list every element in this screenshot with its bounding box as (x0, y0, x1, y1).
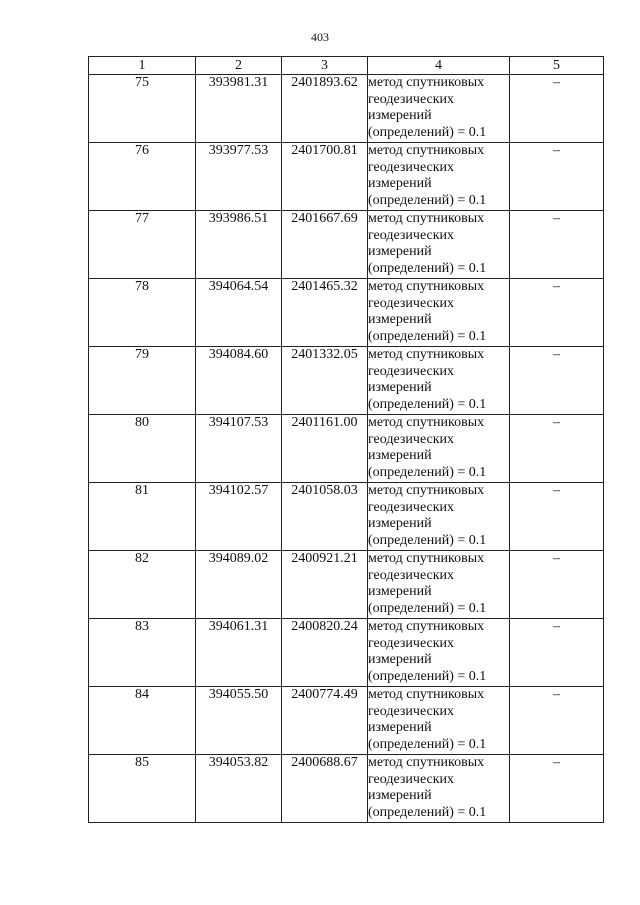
note-cell: – (510, 755, 604, 823)
method-line: измерений (368, 584, 432, 599)
method-line: измерений (368, 176, 432, 191)
method-line: геодезических (368, 91, 455, 107)
point-number-cell: 76 (89, 143, 196, 211)
page-number: 403 (311, 30, 329, 44)
method-cell (368, 143, 510, 211)
method-line: метод спутниковых (368, 619, 485, 634)
coord-x-cell: 394061.31 (196, 619, 282, 687)
coord-x-cell: 394102.57 (196, 483, 282, 551)
method-line: геодезических (368, 295, 455, 311)
coord-x-cell: 394055.50 (196, 687, 282, 755)
method-line: измерений (368, 516, 432, 531)
note-cell: – (510, 415, 604, 483)
method-line: метод спутниковых (368, 415, 485, 430)
method-line: (определений) = 0.1 (368, 464, 487, 480)
header-cell-1: 1 (89, 57, 196, 75)
header-row (89, 57, 604, 75)
method-line: (определений) = 0.1 (368, 600, 487, 616)
point-number-cell: 75 (89, 75, 196, 143)
point-number-cell: 84 (89, 687, 196, 755)
method-line: (определений) = 0.1 (368, 668, 487, 684)
table-row (89, 551, 604, 619)
method-line: метод спутниковых (368, 211, 485, 226)
coord-y-cell: 2400688.67 (282, 755, 368, 823)
note-cell: – (510, 483, 604, 551)
method-cell (368, 755, 510, 823)
note-cell: – (510, 143, 604, 211)
method-line: метод спутниковых (368, 143, 485, 158)
table-row (89, 687, 604, 755)
method-line: измерений (368, 720, 432, 735)
method-line: измерений (368, 380, 432, 395)
method-cell (368, 75, 510, 143)
table-row (89, 483, 604, 551)
note-cell: – (510, 211, 604, 279)
method-line: (определений) = 0.1 (368, 736, 487, 752)
method-line: (определений) = 0.1 (368, 328, 487, 344)
method-cell (368, 483, 510, 551)
method-cell (368, 415, 510, 483)
method-line: измерений (368, 448, 432, 463)
coord-y-cell: 2401667.69 (282, 211, 368, 279)
point-number-cell: 79 (89, 347, 196, 415)
coord-y-cell: 2401700.81 (282, 143, 368, 211)
coord-y-cell: 2400921.21 (282, 551, 368, 619)
point-number-cell: 80 (89, 415, 196, 483)
coord-x-cell: 394089.02 (196, 551, 282, 619)
coordinates-table (88, 56, 604, 823)
coord-x-cell: 393981.31 (196, 75, 282, 143)
method-cell (368, 619, 510, 687)
method-line: метод спутниковых (368, 687, 485, 702)
method-line: геодезических (368, 363, 455, 379)
table-body (89, 75, 604, 823)
method-line: (определений) = 0.1 (368, 804, 487, 820)
coord-x-cell: 394084.60 (196, 347, 282, 415)
header-cell-2: 2 (196, 57, 282, 75)
coord-x-cell: 394107.53 (196, 415, 282, 483)
coord-x-cell: 394053.82 (196, 755, 282, 823)
point-number-cell: 81 (89, 483, 196, 551)
coord-y-cell: 2401893.62 (282, 75, 368, 143)
table-row (89, 279, 604, 347)
table-row (89, 755, 604, 823)
method-line: метод спутниковых (368, 279, 485, 294)
method-line: геодезических (368, 431, 455, 447)
method-line: (определений) = 0.1 (368, 396, 487, 412)
table-row (89, 211, 604, 279)
coord-y-cell: 2400820.24 (282, 619, 368, 687)
method-line: (определений) = 0.1 (368, 124, 487, 140)
method-cell (368, 687, 510, 755)
table-row (89, 347, 604, 415)
method-cell (368, 211, 510, 279)
header-cell-3: 3 (282, 57, 368, 75)
point-number-cell: 82 (89, 551, 196, 619)
table-row (89, 75, 604, 143)
point-number-cell: 83 (89, 619, 196, 687)
header-cell-5: 5 (510, 57, 604, 75)
method-line: геодезических (368, 567, 455, 583)
method-line: метод спутниковых (368, 75, 485, 90)
method-line: геодезических (368, 499, 455, 515)
coord-y-cell: 2401332.05 (282, 347, 368, 415)
method-line: измерений (368, 108, 432, 123)
method-line: геодезических (368, 703, 455, 719)
coord-y-cell: 2400774.49 (282, 687, 368, 755)
method-cell (368, 551, 510, 619)
method-line: метод спутниковых (368, 551, 485, 566)
method-line: геодезических (368, 227, 455, 243)
method-line: измерений (368, 312, 432, 327)
point-number-cell: 77 (89, 211, 196, 279)
method-line: геодезических (368, 771, 455, 787)
method-line: измерений (368, 652, 432, 667)
method-line: (определений) = 0.1 (368, 192, 487, 208)
note-cell: – (510, 279, 604, 347)
method-line: геодезических (368, 159, 455, 175)
header-cell-4: 4 (368, 57, 510, 75)
method-line: геодезических (368, 635, 455, 651)
coord-y-cell: 2401465.32 (282, 279, 368, 347)
note-cell: – (510, 347, 604, 415)
method-line: (определений) = 0.1 (368, 260, 487, 276)
note-cell: – (510, 687, 604, 755)
table-row (89, 415, 604, 483)
point-number-cell: 85 (89, 755, 196, 823)
point-number-cell: 78 (89, 279, 196, 347)
coord-y-cell: 2401161.00 (282, 415, 368, 483)
method-line: (определений) = 0.1 (368, 532, 487, 548)
note-cell: – (510, 619, 604, 687)
coord-x-cell: 393977.53 (196, 143, 282, 211)
method-line: метод спутниковых (368, 483, 485, 498)
method-line: метод спутниковых (368, 755, 485, 770)
method-line: измерений (368, 788, 432, 803)
table-row (89, 619, 604, 687)
method-cell (368, 347, 510, 415)
method-line: метод спутниковых (368, 347, 485, 362)
method-cell (368, 279, 510, 347)
table-row (89, 143, 604, 211)
coord-x-cell: 393986.51 (196, 211, 282, 279)
coord-y-cell: 2401058.03 (282, 483, 368, 551)
note-cell: – (510, 75, 604, 143)
method-line: измерений (368, 244, 432, 259)
coord-x-cell: 394064.54 (196, 279, 282, 347)
note-cell: – (510, 551, 604, 619)
